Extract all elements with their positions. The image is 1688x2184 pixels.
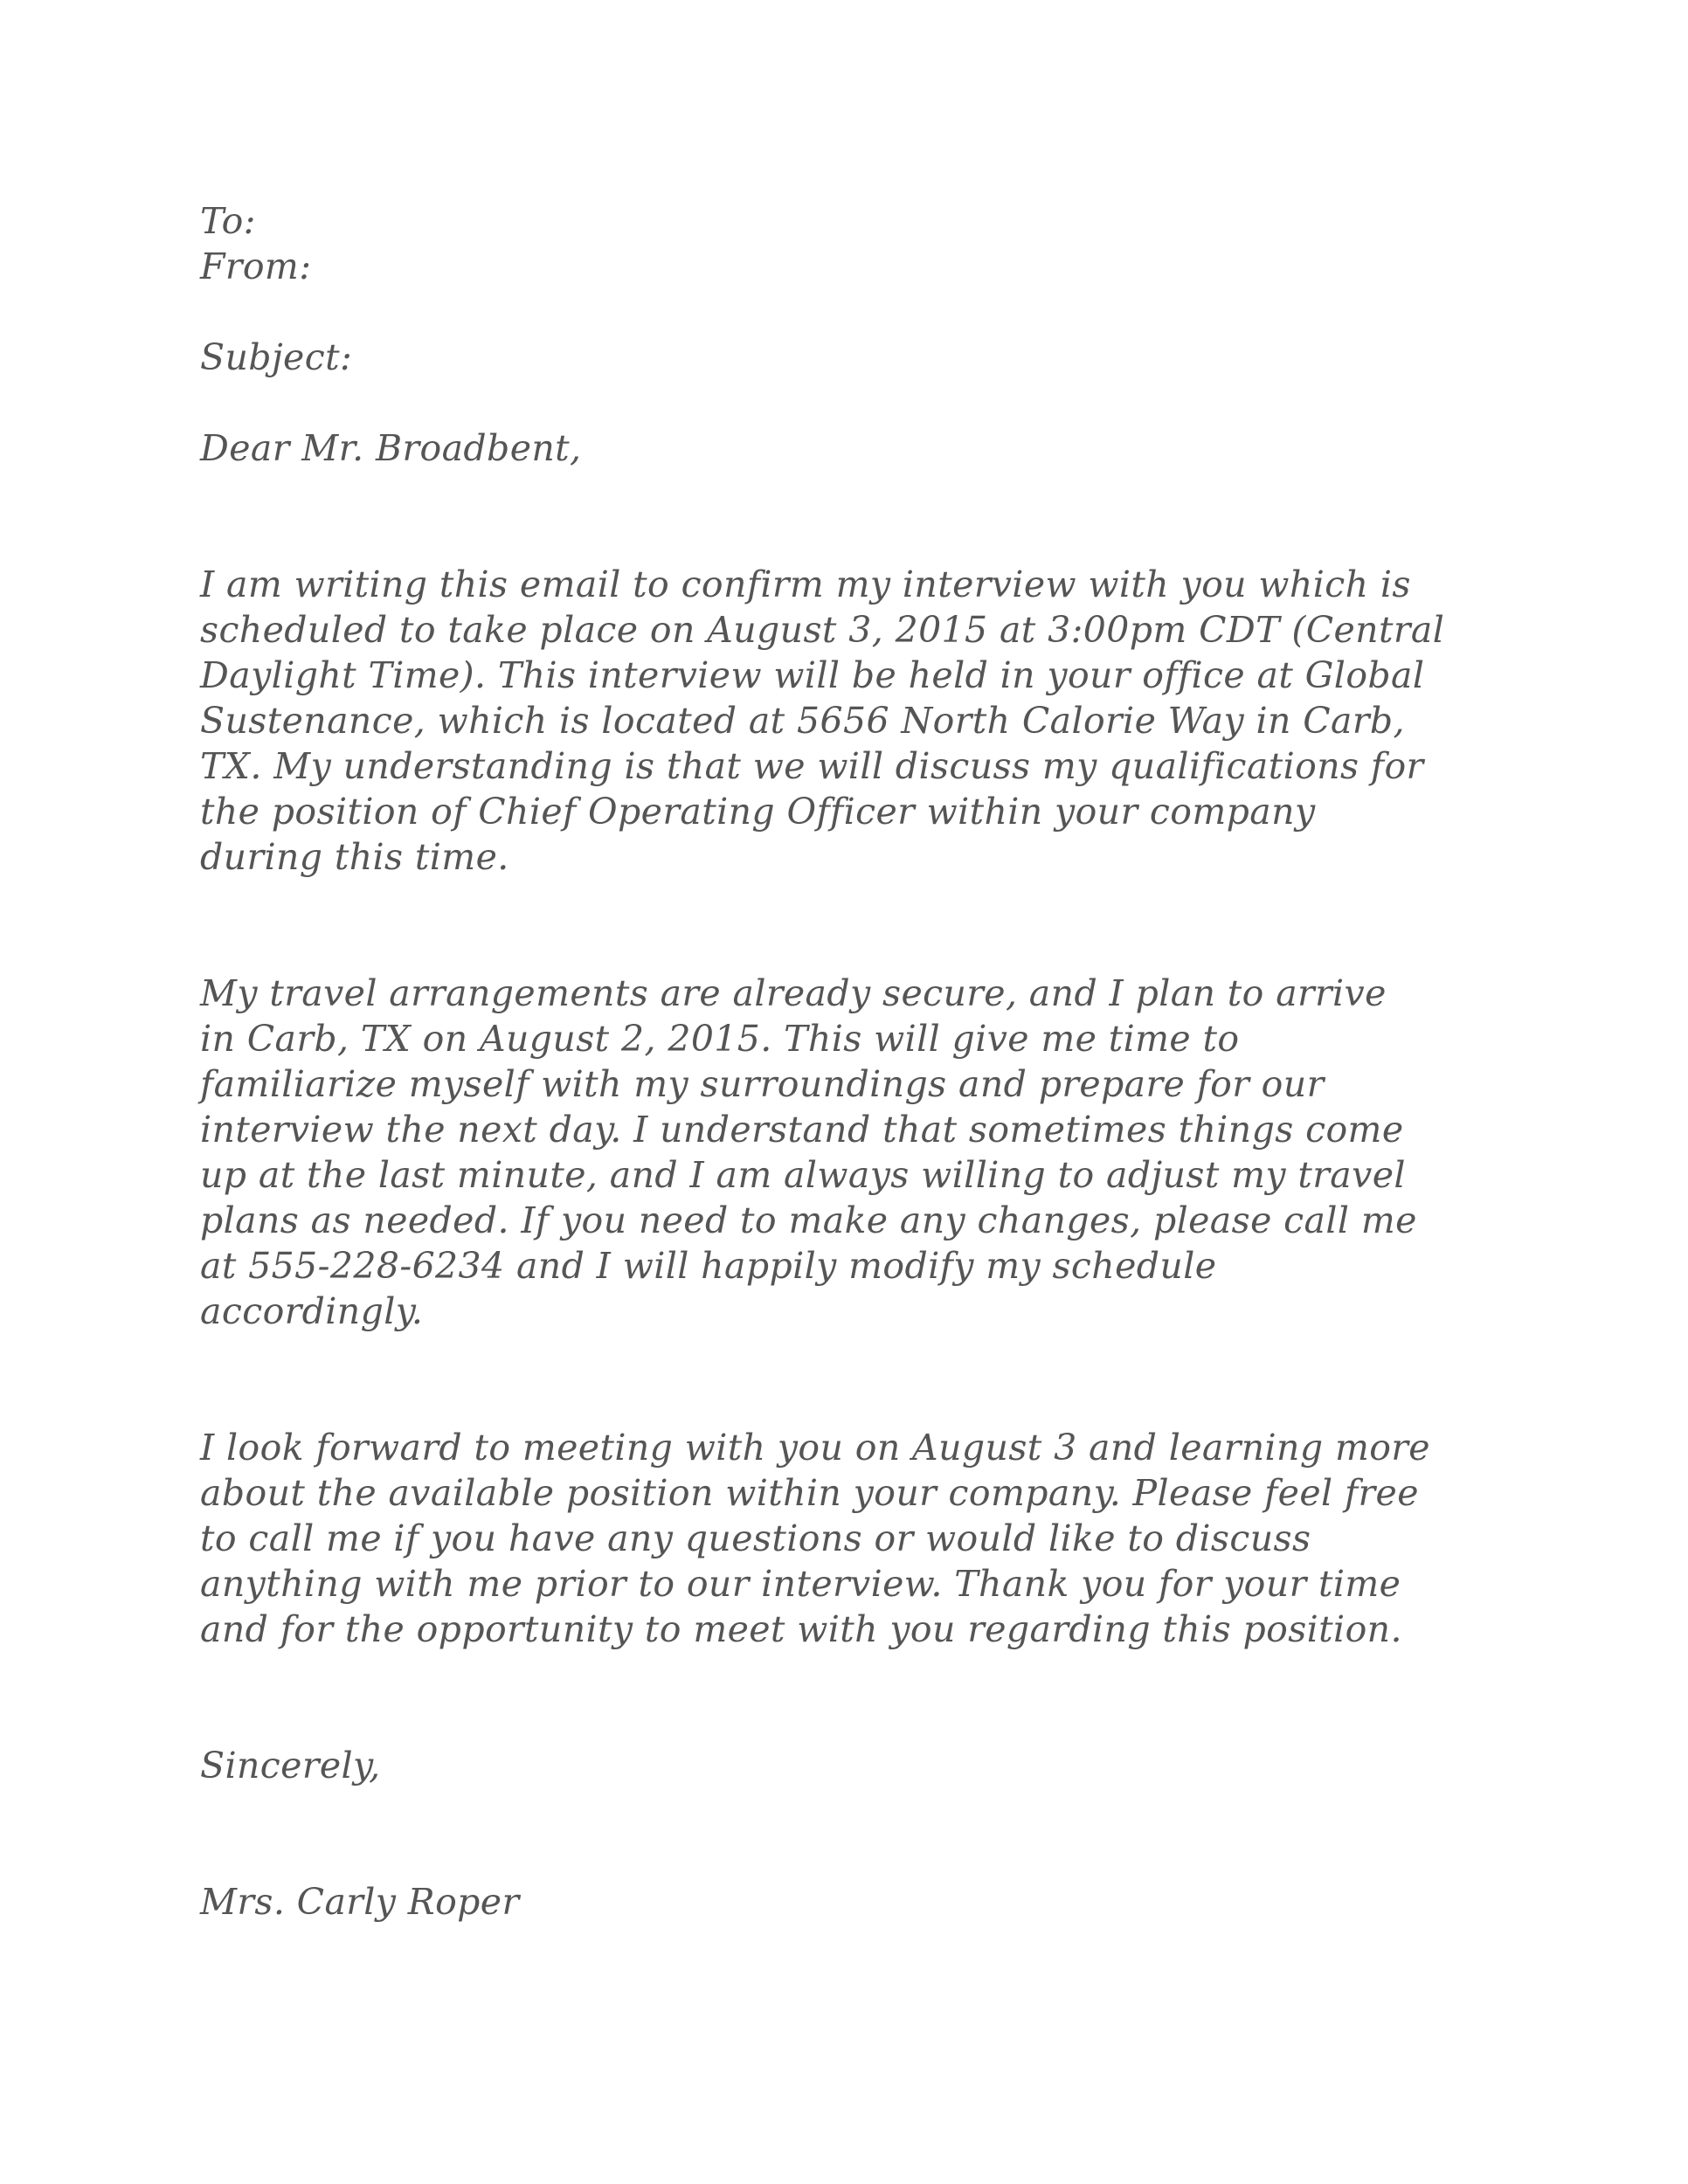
paragraph-travel-arrangements: [200, 971, 1528, 1334]
spacer: [200, 880, 1528, 971]
paragraph-line: accordingly.: [200, 1290, 424, 1332]
paragraph-line: I look forward to meeting with you on August 3 and learning more: [200, 1427, 1430, 1469]
letter-body: [200, 198, 1528, 1925]
paragraph-interview-confirmation: [200, 562, 1528, 880]
paragraph-line: the position of Chief Operating Officer within your company: [200, 791, 1316, 833]
from-label: From:: [200, 245, 312, 287]
paragraph-line: during this time.: [200, 836, 509, 878]
spacer: [200, 380, 1528, 425]
spacer: [200, 1788, 1528, 1879]
salutation: Dear Mr. Broadbent,: [200, 427, 582, 469]
paragraph-line: I am writing this email to confirm my interview with you which is: [200, 563, 1411, 605]
spacer: [200, 1652, 1528, 1743]
subject-label: Subject:: [200, 336, 353, 378]
paragraph-line: TX. My understanding is that we will discuss my qualifications for: [200, 745, 1424, 787]
paragraph-line: Daylight Time). This interview will be held in your office at Global: [200, 654, 1425, 696]
paragraph-line: up at the last minute, and I am always willing to adjust my travel: [200, 1154, 1406, 1196]
paragraph-line: at 555-228-6234 and I will happily modify my schedule: [200, 1245, 1217, 1287]
spacer: [200, 289, 1528, 335]
to-label: To:: [200, 200, 256, 242]
paragraph-line: in Carb, TX on August 2, 2015. This will give me time to: [200, 1018, 1240, 1060]
paragraph-line: and for the opportunity to meet with you regarding this position.: [200, 1608, 1402, 1650]
paragraph-line: scheduled to take place on August 3, 2015 at 3:00pm CDT (Central: [200, 609, 1445, 651]
spacer: [200, 471, 1528, 562]
paragraph-line: to call me if you have any questions or would like to discuss: [200, 1517, 1311, 1559]
paragraph-line: interview the next day. I understand that sometimes things come: [200, 1109, 1404, 1151]
paragraph-closing-remarks: [200, 1425, 1528, 1652]
paragraph-line: My travel arrangements are already secure, and I plan to arrive: [200, 972, 1387, 1014]
closing: Sincerely,: [200, 1745, 381, 1787]
paragraph-line: anything with me prior to our interview. Thank you for your time: [200, 1563, 1401, 1605]
paragraph-line: about the available position within your company. Please feel free: [200, 1472, 1419, 1514]
spacer: [200, 1334, 1528, 1425]
paragraph-line: Sustenance, which is located at 5656 North Calorie Way in Carb,: [200, 700, 1405, 742]
paragraph-line: plans as needed. If you need to make any changes, please call me: [200, 1199, 1417, 1241]
paragraph-line: familiarize myself with my surroundings and prepare for our: [200, 1063, 1325, 1105]
signature-name: Mrs. Carly Roper: [200, 1881, 520, 1923]
